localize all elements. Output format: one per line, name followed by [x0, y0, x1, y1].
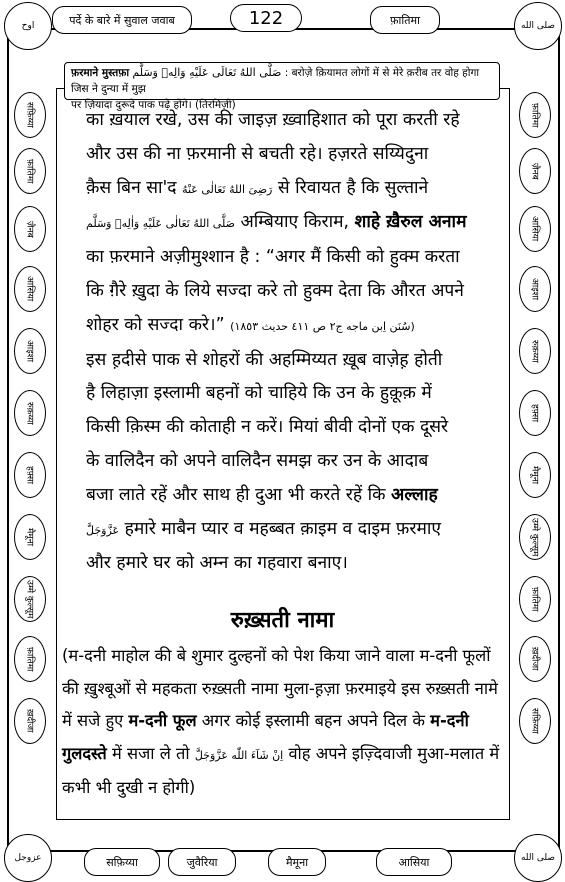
side-medal	[519, 148, 551, 194]
hadith-box	[64, 62, 500, 111]
side-medal	[519, 514, 551, 560]
page-number-text: 122	[248, 7, 284, 29]
body-line	[86, 172, 478, 207]
arabic-invocation: رَضِیَ اللهُ تَعَالٰی عَنْهُ	[182, 182, 273, 196]
side-medal-label: फ़ातिमा	[529, 102, 540, 128]
side-medal-label: ज़ैनब	[529, 162, 540, 180]
side-medal	[14, 698, 46, 744]
section-line	[62, 705, 502, 738]
body-text	[86, 104, 478, 581]
footer-corner-left	[4, 834, 52, 882]
section-line	[62, 738, 502, 773]
section-heading: रुख़्सती नामा	[230, 608, 335, 633]
body-line: और हमारे घर को अम्न का गहवारा बनाए।	[86, 553, 348, 574]
side-medal	[14, 514, 46, 560]
side-medal-label: उम्मे कुल्सूम	[529, 517, 540, 557]
corner-medal-right	[514, 2, 562, 50]
side-medal-label: आसिया	[529, 216, 540, 242]
side-medal-label: आइशा	[24, 339, 35, 363]
body-bold: का फ़रमाने अज़ीमुश्शान है :	[86, 247, 261, 268]
body-line	[86, 206, 478, 241]
side-medal	[519, 452, 551, 498]
section-bold: म-दनी फूल	[128, 711, 197, 730]
side-medal-label: मैमूना	[24, 527, 35, 547]
arabic-invocation: عَزَّوَجَلَّ	[86, 523, 120, 537]
side-medal	[14, 636, 46, 682]
hadith-salutation: صَلَّى اللهُ تَعَالَى عَلَيْهِ وَالِهٖ وَسَلَّم	[132, 66, 282, 79]
footer-tab	[84, 848, 160, 876]
side-medal-label: ख़दीजा	[529, 647, 540, 671]
arabic-salutation: صَلَّی اللهُ تَعَالٰی عَلَیْهِ وَاٰلِهٖ وَسَلَّم	[86, 217, 235, 231]
footer-corner-left-label: عزوجل	[14, 853, 42, 863]
body-line: इस ह़दीसे पाक से शोहरों की अहम्मिय्यत ख़ूब वाज़ेह़ होती	[86, 349, 443, 370]
page-footer	[0, 848, 565, 878]
body-bold: अल्लाह	[391, 484, 438, 505]
side-medal-label: फ़ातिमा	[24, 646, 35, 672]
section-line: (म-दनी माहोल की बे शुमार दुल्हनों को पेश किया जाने वाला म-दनी फूलों	[62, 646, 491, 665]
body-span: हमारे माबैन प्यार व महब्बत क़ाइम व दाइम फ़रमाए	[124, 518, 441, 539]
side-medal-label: उम्मे कुल्सूम	[24, 579, 35, 619]
citation: (سُنَن اِبن ماجه ج۲ ص ٤١١ حديث ١٨٥٣)	[230, 319, 415, 333]
body-line	[86, 479, 478, 513]
header-name: फ़ातिमा	[390, 13, 420, 27]
body-span: “अगर मैं किसी को हुक्म करता	[265, 247, 460, 268]
side-medal	[519, 92, 551, 138]
body-line: और उस की ना फ़रमानी से बचती रहे। हज़रते सय्यिदुना	[86, 143, 429, 164]
footer-tab-label: सफ़िय्या	[106, 855, 138, 869]
body-bold: शाहे ख़ैरुल अनाम	[354, 212, 467, 233]
side-medal-label: फ़ातिमा	[529, 586, 540, 612]
section-span: में सजे हुए	[62, 711, 124, 730]
side-medal	[519, 266, 551, 312]
side-medal	[519, 328, 551, 374]
corner-medal-right-label: صلى الله	[520, 21, 556, 31]
side-medal-label: मैमूना	[529, 465, 540, 485]
side-medal	[14, 266, 46, 312]
hadith-text-2: पर ज़ियादा दुरूदे पाक पढ़े होंगे। (तिरमिज़ी)	[71, 99, 236, 111]
section-span: वोह अपने इज़्दिवाजी मुआ-मलात में	[288, 743, 500, 763]
side-medal-label: रुक़य्या	[24, 401, 35, 425]
side-medal	[14, 390, 46, 436]
corner-medal-left	[4, 2, 52, 50]
section-span: में सजा ले तो	[111, 743, 190, 763]
hadith-label: फ़रमाने मुस्तफ़ा	[71, 67, 130, 79]
side-medal-label: आसिया	[24, 276, 35, 302]
footer-tab-label: जुवैरिया	[186, 855, 218, 869]
body-line: का ख़याल रखे, उस की जाइज़ ख़्वाहिशात को पूरा करती रहे	[86, 110, 460, 130]
section-span: अगर कोई इस्लामी बहन अपने दिल के	[201, 711, 425, 730]
side-medal	[14, 452, 46, 498]
side-medal	[14, 148, 46, 194]
side-medal	[14, 92, 46, 138]
body-line: किसी क़िस्म की कोताही न करें। मियां बीवी दोनों एक दूसरे	[86, 417, 449, 438]
footer-tab-label: आसिया	[398, 855, 430, 869]
body-span: से रिवायत है कि सुल्ताने	[277, 177, 429, 198]
section-text	[62, 640, 502, 805]
footer-corner-right-label: صلى الله	[520, 853, 556, 863]
side-medal-label: सफ़िय्या	[529, 708, 540, 734]
side-medal-label: हफ़्सा	[529, 403, 540, 423]
header-name-tab	[370, 6, 440, 34]
body-span: अम्बियाए किराम,	[240, 212, 349, 233]
footer-tab	[168, 848, 236, 876]
side-medal	[14, 206, 46, 252]
footer-tab-label: मैमूना	[285, 855, 309, 869]
body-line	[86, 309, 478, 344]
side-medal-label: हफ़्सा	[24, 465, 35, 485]
body-line: है लिहाज़ा इस्लामी बहनों को चाहिये कि उन के हुक़ूक़ में	[86, 383, 432, 404]
body-span: बजा लाते रहें और साथ ही दुआ भी करते रहें कि	[86, 484, 386, 505]
body-line: कि ग़ैरे ख़ुदा के लिये सज्दा करे तो हुक्म देता कि औरत अपने	[86, 280, 464, 301]
side-medal	[519, 698, 551, 744]
body-line	[86, 241, 478, 275]
side-medal	[519, 636, 551, 682]
side-medal-label: फ़ातिमा	[24, 158, 35, 184]
section-bold: म-दनी	[430, 711, 469, 730]
section-line: कभी भी दुखी न होगी)	[62, 778, 196, 797]
side-medal	[519, 206, 551, 252]
footer-corner-right	[514, 834, 562, 882]
chapter-title: पर्दे के बारे में सुवाल जवाब	[69, 13, 175, 27]
page-number	[230, 4, 302, 32]
side-medal	[519, 390, 551, 436]
side-medal-label: ख़दीजा	[24, 709, 35, 733]
corner-medal-left-label: اوح	[21, 21, 35, 31]
chapter-title-tab	[52, 6, 192, 34]
side-medal-label: रुक़य्या	[529, 339, 540, 363]
body-span: शोहर को सज्दा करे।”	[86, 314, 225, 335]
body-line	[86, 513, 478, 548]
section-bold: गुलदस्ते	[62, 743, 107, 763]
body-line: के वालिदैन को अपने वालिदैन समझ कर उन के आदाब	[86, 450, 429, 471]
footer-tab	[376, 848, 452, 876]
side-medal	[14, 328, 46, 374]
hadith-text-1: : बरोज़े क़ियामत लोगों में से मेरे क़रीब तर वोह होगा जिस ने दुन्या में मुझ	[71, 67, 480, 95]
footer-tab	[268, 848, 326, 876]
side-medal-label: ज़ैनब	[24, 220, 35, 238]
side-medal-label: सफ़िय्या	[24, 102, 35, 128]
body-span: क़ैस बिन सा'द	[86, 177, 177, 198]
section-line: की ख़ुश्बूओं से महकता रुख़्सती नामा मुला-ह़ज़ा फ़रमाइये इस रुख़्सती नामे	[62, 678, 498, 698]
hadith-line-1	[71, 65, 493, 97]
arabic-invocation: اِنْ شَآءَ اللّٰه عَزَّوَجَلَّ	[194, 748, 284, 762]
side-medal-label: आइशा	[529, 277, 540, 301]
